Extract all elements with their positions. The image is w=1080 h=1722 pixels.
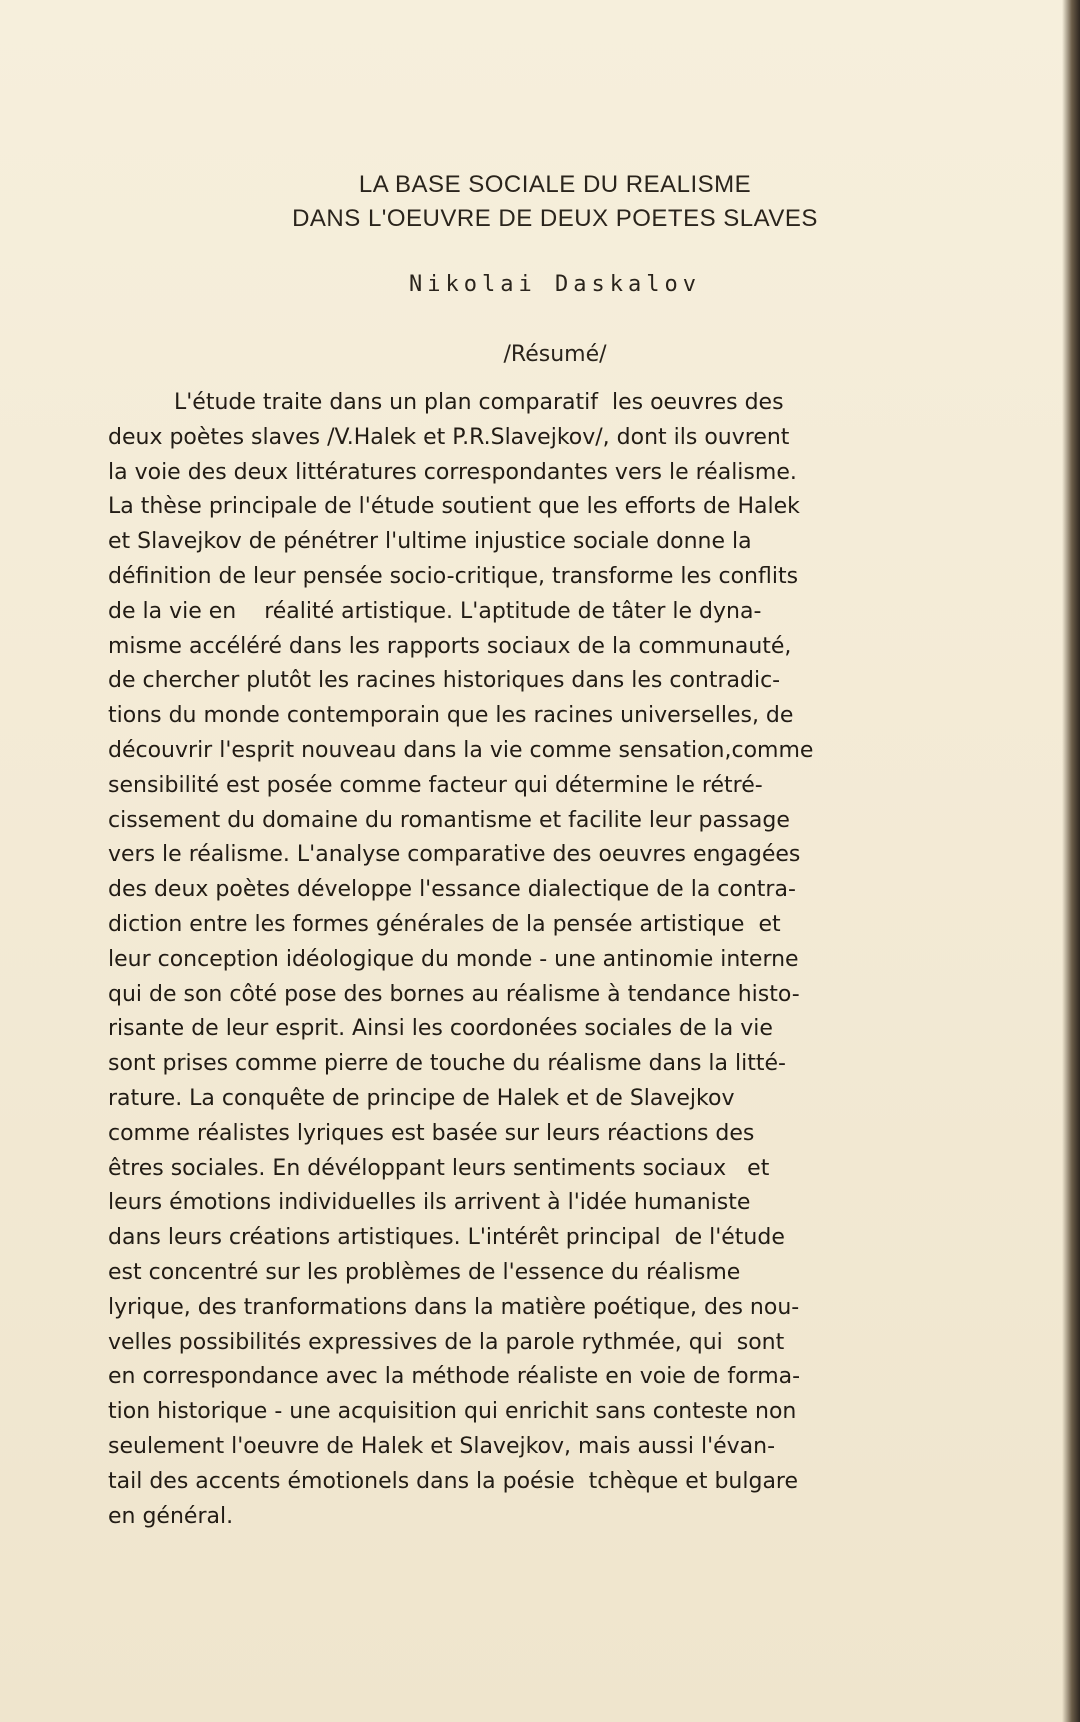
- body-line: dans leurs créations artistiques. L'intérêt principal de l'étude: [108, 1225, 785, 1251]
- body-line: lyrique, des tranformations dans la matière poétique, des nou-: [108, 1294, 800, 1320]
- resume-heading: /Résumé/: [503, 342, 607, 367]
- body-line: L'étude traite dans un plan comparatif les oeuvres des: [174, 390, 784, 415]
- body-line: des deux poètes développe l'essance dialectique de la contra-: [108, 877, 796, 903]
- author-name: Nikolai Daskalov: [409, 272, 701, 297]
- body-line: rature. La conquête de principe de Halek et de Slavejkov: [108, 1085, 735, 1111]
- body-line: en général.: [108, 1503, 234, 1529]
- body-line: découvrir l'esprit nouveau dans la vie comme sensation,comme: [108, 737, 814, 763]
- title-line-2: DANS L'OEUVRE DE DEUX POETES SLAVES: [292, 205, 818, 232]
- body-line: La thèse principale de l'étude soutient que les efforts de Halek: [108, 494, 800, 520]
- body-line: tion historique - une acquisition qui enrichit sans conteste non: [108, 1399, 797, 1425]
- body-line: est concentré sur les problèmes de l'essence du réalisme: [108, 1259, 741, 1285]
- body-line: cissement du domaine du romantisme et facilite leur passage: [108, 807, 790, 833]
- body-line: sont prises comme pierre de touche du réalisme dans la litté-: [108, 1051, 786, 1077]
- body-line: seulement l'oeuvre de Halek et Slavejkov, mais aussi l'évan-: [108, 1433, 776, 1459]
- body-line: misme accéléré dans les rapports sociaux de la communauté,: [108, 633, 792, 659]
- body-line: définition de leur pensée socio-critique, transforme les conflits: [108, 563, 799, 589]
- body-line: velles possibilités expressives de la parole rythmée, qui sont: [108, 1329, 785, 1355]
- body-line: de chercher plutôt les racines historiques dans les contradic-: [108, 668, 781, 694]
- body-line: comme réalistes lyriques est basée sur leurs réactions des: [108, 1120, 755, 1146]
- body-line: de la vie en réalité artistique. L'aptitude de tâter le dyna-: [108, 598, 762, 624]
- body-line: en correspondance avec la méthode réaliste en voie de forma-: [108, 1364, 801, 1390]
- body-line: êtres sociales. En dévéloppant leurs sentiments sociaux et: [108, 1155, 770, 1181]
- body-line: leurs émotions individuelles ils arrivent à l'idée humaniste: [108, 1190, 751, 1216]
- body-line: la voie des deux littératures correspondantes vers le réalisme.: [108, 459, 797, 485]
- body-line: tions du monde contemporain que les racines universelles, de: [108, 703, 794, 729]
- abstract-body: [108, 386, 1068, 1534]
- body-line: risante de leur esprit. Ainsi les coordonées sociales de la vie: [108, 1016, 773, 1042]
- document-title: [0, 168, 1080, 236]
- body-line: et Slavejkov de pénétrer l'ultime injustice sociale donne la: [108, 529, 752, 555]
- body-line: diction entre les formes générales de la pensée artistique et: [108, 911, 781, 937]
- body-line: tail des accents émotionels dans la poésie tchèque et bulgare: [108, 1468, 799, 1494]
- body-line: leur conception idéologique du monde - une antinomie interne: [108, 946, 799, 972]
- title-line-1: LA BASE SOCIALE DU REALISME: [358, 171, 752, 198]
- body-line: sensibilité est posée comme facteur qui détermine le rétré-: [108, 772, 763, 798]
- body-line: vers le réalisme. L'analyse comparative des oeuvres engagées: [108, 842, 801, 868]
- body-line: deux poètes slaves /V.Halek et P.R.Slavejkov/, dont ils ouvrent: [108, 424, 790, 450]
- body-line: qui de son côté pose des bornes au réalisme à tendance histo-: [108, 981, 800, 1007]
